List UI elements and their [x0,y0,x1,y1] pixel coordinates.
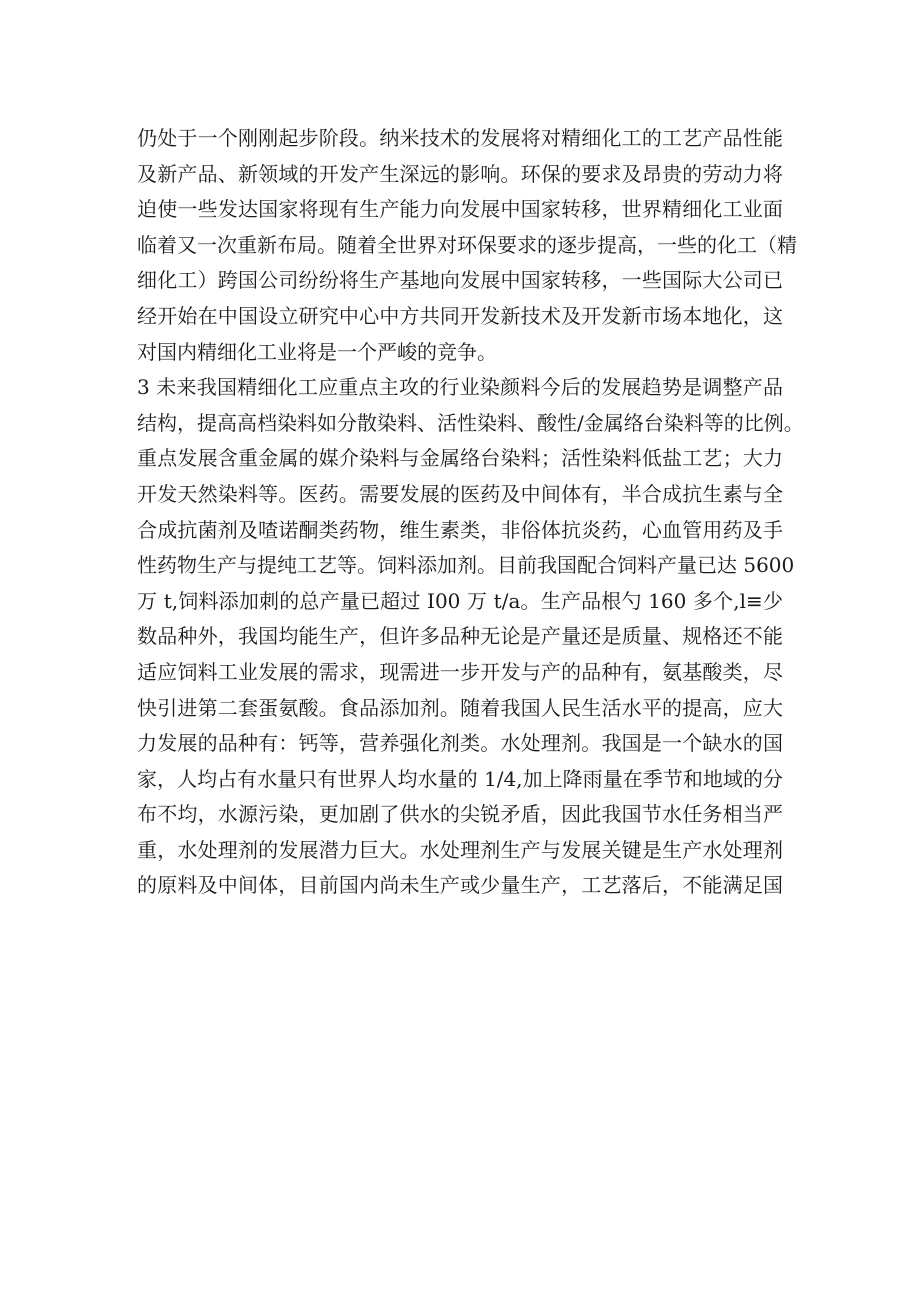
text-line: 合成抗菌剂及喳诺酮类药物，维生素类，非俗体抗炎药，心血管用药及手 [137,517,783,542]
text-line: 仍处于一个刚刚起步阶段。纳米技术的发展将对精细化工的工艺产品性能 [137,126,783,150]
text-line: 开发天然染料等。医药。需要发展的医药及中间体有，半合成抗生素与全 [137,481,783,506]
text-line: 布不均，水源污染，更加剧了供水的尖锐矛盾，因此我国节水任务相当严 [137,802,783,827]
text-line: 重，水处理剂的发展潜力巨大。水处理剂生产与发展关键是生产水处理剂 [137,837,783,862]
text-line: 结构，提高高档染料如分散染料、活性染料、酸性/金属络台染料等的比例。 [137,410,804,435]
text-line: 3 未来我国精细化工应重点主攻的行业染颜料今后的发展趋势是调整产品 [137,375,783,400]
text-line: 经开始在中国设立研究中心中方共同开发新技术及开发新市场本地化，这 [137,303,783,328]
text-line: 适应饲料工业发展的需求，现需进一步开发与产的品种有，氨基酸类，尽 [137,659,783,684]
document-body [137,121,804,904]
text-line: 万 t,饲料添加刺的总产量已超过 I00 万 t/a。生产品根勺 160 多个,l≡少 [137,588,783,613]
text-line: 家，人均占有水量只有世界人均水量的 1/4,加上降雨量在季节和地域的分 [137,766,783,791]
text-line: 重点发展含重金属的媒介染料与金属络台染料；活性染料低盐工艺；大力 [137,446,783,471]
text-line: 临着又一次重新布局。随着全世界对环保要求的逐步提高，一些的化工（精 [137,232,797,257]
text-line: 数品种外，我国均能生产，但许多品种无论是产量还是质量、规格还不能 [137,624,783,649]
text-line: 细化工）跨国公司纷纷将生产基地向发展中国家转移，一些国际大公司已 [137,268,783,293]
text-line: 及新产品、新领域的开发产生深远的影响。环保的要求及昂贵的劳动力将 [137,161,783,186]
text-line: 性药物生产与提纯工艺等。饲料添加剂。目前我国配合饲料产量已达 5600 [137,553,795,578]
paragraph-1 [137,121,797,370]
text-line: 迫使一些发达国家将现有生产能力向发展中国家转移，世界精细化工业面 [137,197,783,222]
text-line: 快引进第二套蛋氨酸。食品添加剂。随着我国人民生活水平的提高，应大 [137,695,783,720]
text-line: 力发展的品种有：钙等，营养强化剂类。水处理剂。我国是一个缺水的国 [137,731,783,756]
paragraph-2 [137,370,804,904]
text-line: 的原料及中间体，目前国内尚未生产或少量生产，工艺落后，不能满足国 [137,873,783,898]
text-line: 对国内精细化工业将是一个严峻的竞争。 [137,339,497,364]
